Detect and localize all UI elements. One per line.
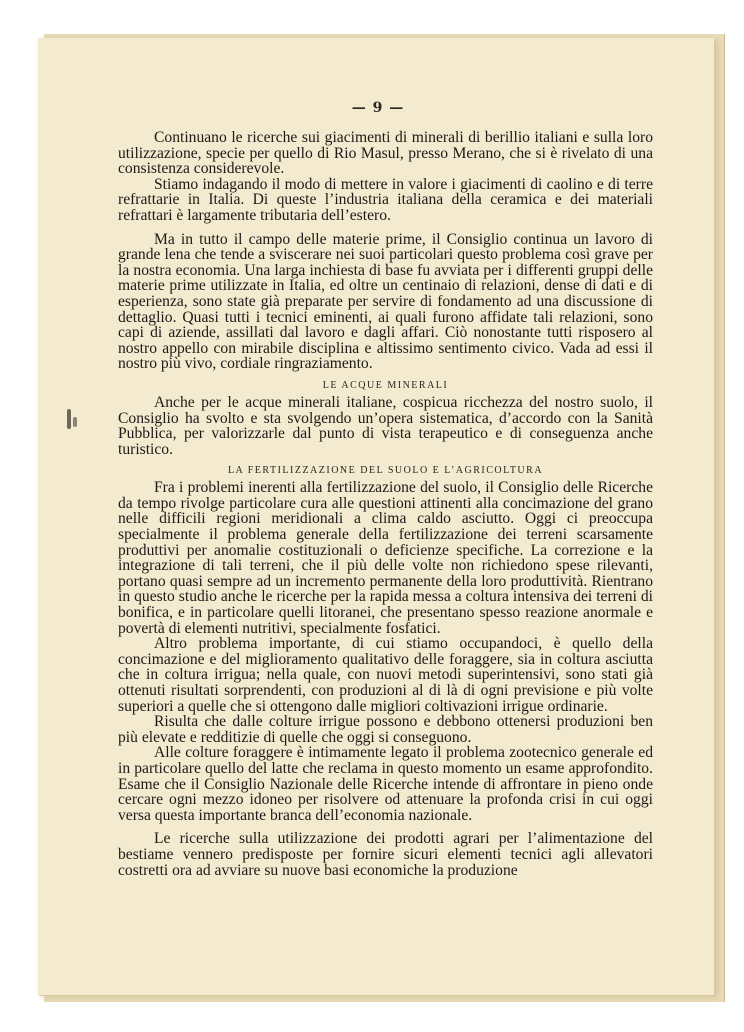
section-heading-acque: LE ACQUE MINERALI xyxy=(322,379,449,391)
page-number: — 9 — xyxy=(351,100,405,116)
paragraph-foraggere: Altro problema importante, di cui stiamo occupandoci, è quello della concimazione e del miglioramento qualitativo delle foraggere, sia in coltura asciutta che in coltura irrigua; nella quale, con nuovi metodi superintensivi, sono stati già ottenuti risultati sorprendenti, con produzioni al di là di ogni previsione e più volte superiori a quelle che si ottengono dalle migliori coltivazioni irrigue ordinarie. xyxy=(118,635,653,715)
paragraph-acque: Anche per le acque minerali italiane, cospicua ricchezza del nostro suolo, il Consiglio ha svolto e sta svolgendo un’opera sistematica, d’accordo con la Sanità Pubblica, per valorizzarle dal punto di vista terapeutico e di conseguenza anche turistico. xyxy=(118,393,653,458)
paragraph-zootecnico: Alle colture foraggere è intimamente legato il problema zootecnico generale ed in particolare quello del latte che reclama in questo momento un esame approfondito. Esame che il Consiglio Nazionale delle Ricerche intende di affrontare in pieno onde cercare ogni mezzo idoneo per risolvere od attenuare la profonda crisi in cui oggi versa questa importante branca dell’economia nazionale. xyxy=(118,744,653,824)
paragraph-colture-irrigue: Risulta che dalle colture irrigue possono e debbono ottenersi produzioni ben più elevate e redditizie di quelle che oggi si conseguono. xyxy=(118,713,653,746)
paragraph-prodotti-agrari: Le ricerche sulla utilizzazione dei prodotti agrari per l’alimentazione del bestiame vennero predisposte per fornire sicuri elementi tecnici agli allevatori costretti ora ad avviare su nuove basi economiche la produzione xyxy=(118,830,653,879)
paragraph-berillio: Continuano le ricerche sui giacimenti di minerali di berillio italiani e sulla loro utilizzazione, specie per quello di Rio Masul, presso Merano, che si è rivelato di una consistenza considerevole. xyxy=(118,129,653,178)
body-text xyxy=(118,130,653,878)
staple-mark xyxy=(73,417,77,427)
paragraph-problemi: Fra i problemi inerenti alla fertilizzazione del suolo, il Consiglio delle Ricerche da tempo rivolge particolare cura alle questioni attinenti alla concimazione del grano nelle difficili regioni meridionali a clima caldo asciutto. Oggi ci preoccupa specialmente il problema generale della fertilizzazione dei terreni scarsamente produttivi per anomalie costituzionali o deficienze specifiche. La correzione e la integrazione di tali terreni, che il più delle volte non richiedono spese rilevanti, portano quasi sempre ad un incremento permanente della loro produttività. Rientrano in questo studio anche le ricerche per la rapida messa a coltura intensiva dei terreni di bonifica, e in particolare quelli litoranei, che presentano spesso reazione anormale e povertà di elementi nutritivi, specialmente fosfatici. xyxy=(118,479,653,637)
staple-mark xyxy=(67,409,71,429)
document-page xyxy=(38,38,714,995)
paragraph-materie-prime: Ma in tutto il campo delle materie prime, il Consiglio continua un lavoro di grande lena che tende a sviscerare nei suoi particolari questo problema così grave per la nostra economia. Una larga inchiesta di base fu avviata per i differenti gruppi delle materie prime utilizzate in Italia, ed oltre un centinaio di relazioni, dense di dati e di esperienza, sono state già preparate per servire di fondamento ad una discussione di dettaglio. Quasi tutti i tecnici eminenti, ai quali furono affidate tali relazioni, sono capi di aziende, assillati dal lavoro e dagli affari. Ciò nonostante tutti risposero al nostro appello con mirabile disciplina e altissimo sentimento civico. Vada ad essi il nostro più vivo, cordiale ringraziamento. xyxy=(118,230,653,373)
section-heading-fertilizzazione: LA FERTILIZZAZIONE DEL SUOLO E L’AGRICOLTURA xyxy=(227,465,544,477)
paragraph-caolino: Stiamo indagando il modo di mettere in valore i giacimenti di caolino e di terre refrattarie in Italia. Di queste l’industria italiana della ceramica e dei materiali refrattari è largamente tributaria dell’estero. xyxy=(118,175,653,224)
